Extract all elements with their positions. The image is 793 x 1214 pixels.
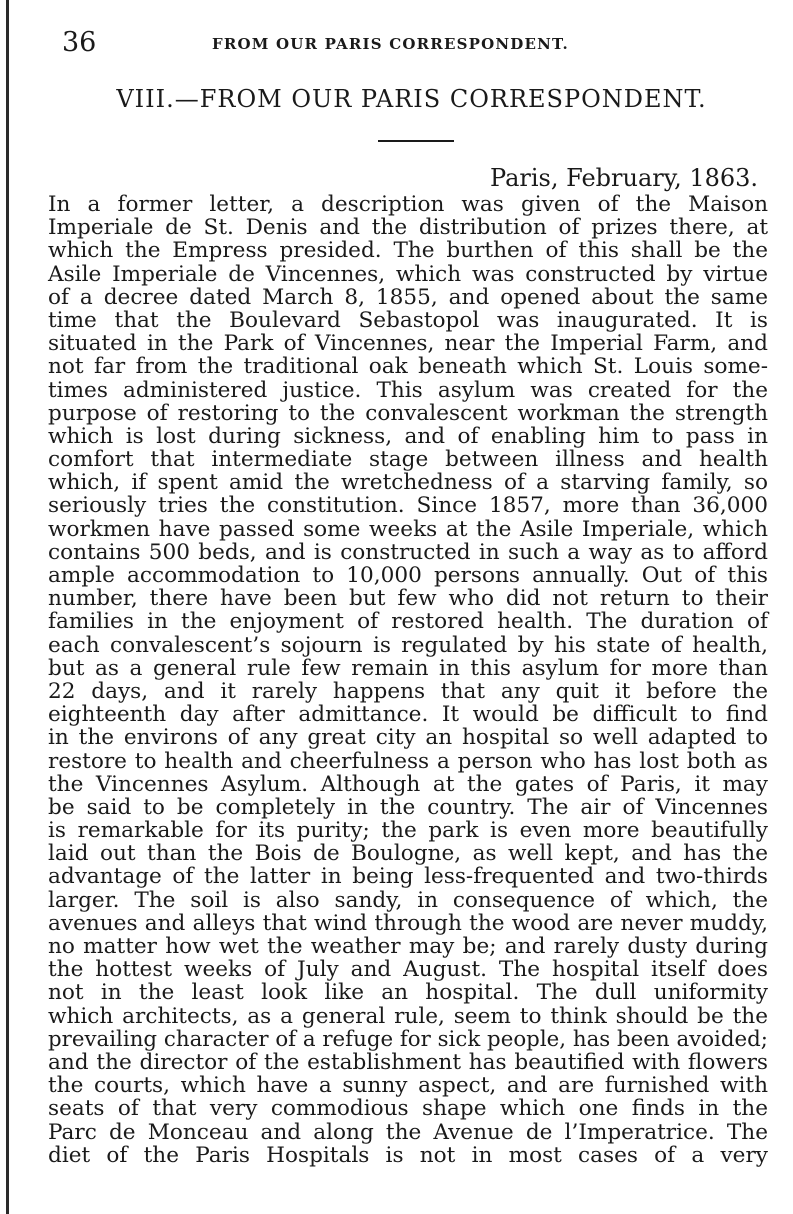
running-head: [62, 26, 762, 60]
dateline: Paris, February, 1863.: [490, 164, 759, 192]
text-line: the courts, which have a sunny aspect, and are furnished with: [48, 1073, 768, 1099]
text-line: contains 500 beds, and is constructed in such a way as to afford: [48, 539, 768, 565]
text-line: avenues and alleys that wind through the wood are never muddy,: [48, 910, 768, 936]
text-line: which, if spent amid the wretchedness of a starving family, so: [48, 470, 768, 496]
text-line: not far from the traditional oak beneath which St. Louis some-: [48, 354, 768, 380]
text-line: 22 days, and it rarely happens that any quit it before the: [48, 678, 768, 704]
text-line: restore to health and cheerfulness a person who has lost both as: [48, 748, 768, 774]
running-title: FROM OUR PARIS CORRESPONDENT.: [212, 35, 569, 53]
text-line: laid out than the Bois de Boulogne, as well kept, and has the: [48, 841, 768, 867]
text-line: workmen have passed some weeks at the Asile Imperiale, which: [48, 516, 768, 542]
text-line: which architects, as a general rule, seem to think should be the: [48, 1003, 768, 1029]
text-line: Imperiale de St. Denis and the distribution of prizes there, at: [48, 215, 768, 241]
text-line: Asile Imperiale de Vincennes, which was constructed by virtue: [48, 261, 768, 287]
text-line: eighteenth day after admittance. It would be difficult to find: [48, 702, 768, 728]
text-line: In a former letter, a description was given of the Maison: [48, 192, 768, 217]
text-line: but as a general rule few remain in this asylum for more than: [48, 655, 768, 681]
text-line: seats of that very commodious shape which one finds in the: [48, 1096, 768, 1122]
text-line: number, there have been but few who did not return to their: [48, 586, 768, 612]
text-line: times administered justice. This asylum was created for the: [48, 377, 768, 403]
text-line: not in the least look like an hospital. The dull uniformity: [48, 980, 768, 1006]
article-title: VIII.—FROM OUR PARIS CORRESPONDENT.: [116, 85, 707, 113]
text-line: no matter how wet the weather may be; and rarely dusty during: [48, 934, 768, 959]
text-line: ample accommodation to 10,000 persons annually. Out of this: [48, 563, 768, 588]
text-line: prevailing character of a refuge for sick people, has been avoided;: [48, 1026, 768, 1052]
text-line: which is lost during sickness, and of enabling him to pass in: [48, 423, 768, 449]
text-line: which the Empress presided. The burthen of this shall be the: [48, 238, 768, 264]
text-line: larger. The soil is also sandy, in consequence of which, the: [48, 887, 768, 913]
text-line: comfort that intermediate stage between illness and health: [48, 447, 768, 473]
text-line: diet of the Paris Hospitals is not in most cases of a very: [48, 1142, 768, 1168]
text-line: in the environs of any great city an hospital so well adapted to: [48, 725, 768, 751]
text-line: advantage of the latter in being less-frequented and two-thirds: [48, 864, 768, 890]
text-line: time that the Boulevard Sebastopol was inaugurated. It is: [48, 307, 768, 333]
text-line: of a decree dated March 8, 1855, and opened about the same: [48, 284, 768, 310]
text-line: families in the enjoyment of restored health. The duration of: [48, 609, 768, 635]
text-line: seriously tries the constitution. Since 1857, more than 36,000: [48, 493, 768, 519]
text-line: and the director of the establishment has beautified with flowers: [48, 1049, 768, 1075]
text-line: each convalescent’s sojourn is regulated by his state of health,: [48, 632, 768, 658]
text-line: the hottest weeks of July and August. The hospital itself does: [48, 957, 768, 983]
text-line: purpose of restoring to the convalescent workman the strength: [48, 400, 768, 426]
title-rule: [378, 140, 454, 142]
page-number: 36: [62, 27, 97, 58]
text-line: Parc de Monceau and along the Avenue de l’Imperatrice. The: [48, 1119, 768, 1145]
text-line: is remarkable for its purity; the park is even more beautifully: [48, 818, 768, 844]
page-edge-rule: [6, 0, 9, 1214]
article-body: [48, 193, 768, 1167]
text-line: be said to be completely in the country. The air of Vincennes: [48, 794, 768, 820]
text-line: the Vincennes Asylum. Although at the gates of Paris, it may: [48, 771, 768, 797]
text-line: situated in the Park of Vincennes, near the Imperial Farm, and: [48, 331, 768, 357]
